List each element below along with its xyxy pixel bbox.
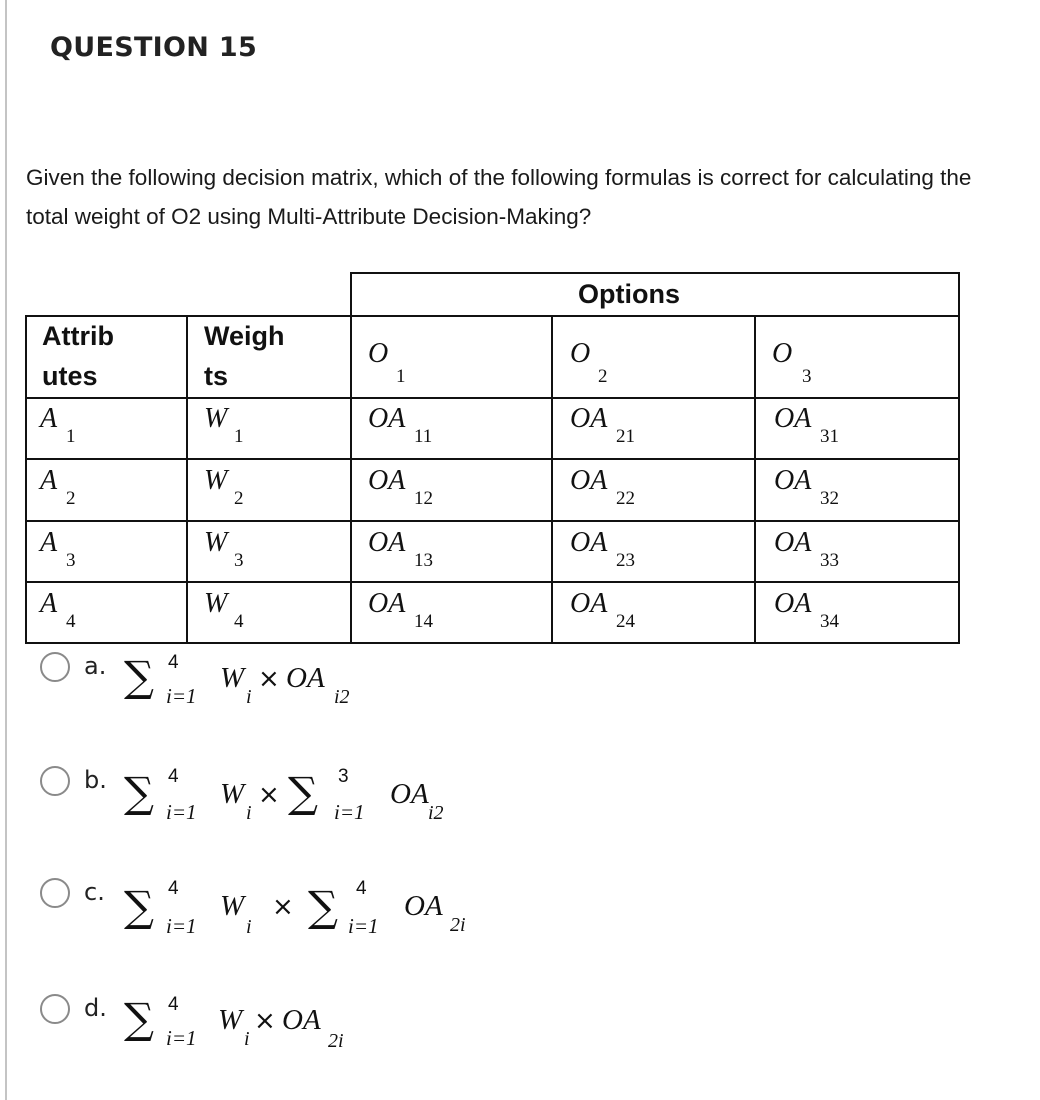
cell-oa11-sub: 11	[414, 426, 433, 447]
cell-oa21-sub: 21	[616, 426, 635, 447]
option-c-letter: c.	[84, 878, 105, 906]
radio-a[interactable]	[40, 652, 70, 682]
weight-w2-sub: 2	[234, 488, 244, 509]
weight-w3-sub: 3	[234, 550, 244, 571]
option-a-letter: a.	[84, 652, 107, 680]
cell-oa23: OA	[570, 527, 608, 558]
cell-oa13-sub: 13	[414, 550, 433, 571]
table-border-row3	[25, 520, 960, 522]
question-title: QUESTION 15	[50, 32, 258, 63]
cell-oa12: OA	[368, 465, 406, 496]
option-c-upper2: 4	[356, 878, 367, 899]
sigma-icon: ∑	[124, 652, 154, 701]
option-c-w-sub: i	[246, 916, 252, 938]
radio-b[interactable]	[40, 766, 70, 796]
attr-a3: A	[40, 527, 58, 558]
attributes-header-line2: utes	[42, 361, 98, 391]
option-d-oa-sub: 2i	[328, 1030, 344, 1052]
cell-oa34: OA	[774, 588, 812, 619]
cell-oa31-sub: 31	[820, 426, 839, 447]
sigma-icon: ∑	[124, 994, 154, 1043]
table-border-left	[25, 315, 27, 644]
cell-oa24: OA	[570, 588, 608, 619]
option-c-oa: OA	[404, 890, 443, 922]
option-a-lower: i=1	[166, 684, 197, 708]
option-b-times: ×	[258, 780, 280, 810]
cell-oa32: OA	[774, 465, 812, 496]
cell-oa23-sub: 23	[616, 550, 635, 571]
attr-a2: A	[40, 465, 58, 496]
cell-oa22: OA	[570, 465, 608, 496]
attr-a1: A	[40, 403, 58, 434]
option-b-w-sub: i	[246, 802, 252, 824]
cell-oa11: OA	[368, 403, 406, 434]
option-b-letter: b.	[84, 766, 107, 794]
table-divider-2	[350, 272, 352, 644]
option-b-w: W	[220, 778, 245, 810]
cell-oa34-sub: 34	[820, 611, 839, 632]
table-divider-4	[754, 315, 756, 644]
option-b-upper2: 3	[338, 766, 349, 787]
option-d-letter: d.	[84, 994, 107, 1022]
option-a-oa: OA	[286, 662, 325, 694]
option-o1-sub: 1	[396, 366, 406, 387]
option-d-times: ×	[254, 1006, 276, 1036]
sigma-icon: ∑	[288, 768, 318, 817]
option-a-times: ×	[258, 664, 280, 694]
option-b-oa-sub: i2	[428, 802, 444, 824]
option-b-lower2: i=1	[334, 800, 365, 824]
cell-oa14-sub: 14	[414, 611, 433, 632]
weight-w3: W	[204, 527, 228, 558]
option-a-w-sub: i	[246, 686, 252, 708]
option-d-w: W	[218, 1004, 243, 1036]
attr-a4-sub: 4	[66, 611, 76, 632]
option-a-oa-sub: i2	[334, 686, 350, 708]
option-b-upper: 4	[168, 766, 179, 787]
cell-oa12-sub: 12	[414, 488, 433, 509]
sigma-icon: ∑	[124, 882, 154, 931]
attr-a4: A	[40, 588, 58, 619]
weight-w1-sub: 1	[234, 426, 244, 447]
radio-c[interactable]	[40, 878, 70, 908]
option-c-w: W	[220, 890, 245, 922]
attr-a1-sub: 1	[66, 426, 76, 447]
table-divider-1	[186, 315, 188, 644]
table-border-row2	[25, 458, 960, 460]
cell-oa32-sub: 32	[820, 488, 839, 509]
option-o1-symbol: O	[368, 338, 389, 369]
cell-oa22-sub: 22	[616, 488, 635, 509]
cell-oa31: OA	[774, 403, 812, 434]
weights-header-line1: Weigh	[204, 321, 285, 351]
option-d-lower: i=1	[166, 1026, 197, 1050]
weight-w1: W	[204, 403, 228, 434]
sigma-icon: ∑	[308, 882, 338, 931]
weight-w4: W	[204, 588, 228, 619]
option-d-oa: OA	[282, 1004, 321, 1036]
left-border	[5, 0, 7, 1100]
option-a-upper: 4	[168, 652, 179, 673]
option-d-w-sub: i	[244, 1028, 250, 1050]
weight-w4-sub: 4	[234, 611, 244, 632]
option-o2-symbol: O	[570, 338, 591, 369]
attributes-header-line1: Attrib	[42, 321, 114, 351]
option-c-upper: 4	[168, 878, 179, 899]
weights-header-line2: ts	[204, 361, 229, 391]
cell-oa14: OA	[368, 588, 406, 619]
cell-oa33-sub: 33	[820, 550, 839, 571]
option-d-upper: 4	[168, 994, 179, 1015]
table-border-row4	[25, 581, 960, 583]
radio-d[interactable]	[40, 994, 70, 1024]
option-o3-symbol: O	[772, 338, 793, 369]
sigma-icon: ∑	[124, 768, 154, 817]
cell-oa21: OA	[570, 403, 608, 434]
attr-a2-sub: 2	[66, 488, 76, 509]
table-border-bottom	[25, 642, 960, 644]
option-c-oa-sub: 2i	[450, 914, 466, 936]
table-border-header	[25, 315, 960, 317]
option-o2-sub: 2	[598, 366, 608, 387]
options-header: Options	[578, 279, 680, 309]
option-b-lower: i=1	[166, 800, 197, 824]
cell-oa33: OA	[774, 527, 812, 558]
option-c-times: ×	[272, 892, 294, 922]
option-a-w: W	[220, 662, 245, 694]
cell-oa24-sub: 24	[616, 611, 635, 632]
question-text: Given the following decision matrix, which of the following formulas is correct for calculating the total weight of O2 using Multi-Attribute Decision-Making?	[26, 165, 972, 229]
weight-w2: W	[204, 465, 228, 496]
option-c-lower2: i=1	[348, 914, 379, 938]
option-b-oa: OA	[390, 778, 429, 810]
option-c-lower: i=1	[166, 914, 197, 938]
table-border-right	[958, 272, 960, 644]
table-divider-3	[551, 315, 553, 644]
cell-oa13: OA	[368, 527, 406, 558]
table-border-row1	[25, 397, 960, 399]
option-o3-sub: 3	[802, 366, 812, 387]
attr-a3-sub: 3	[66, 550, 76, 571]
